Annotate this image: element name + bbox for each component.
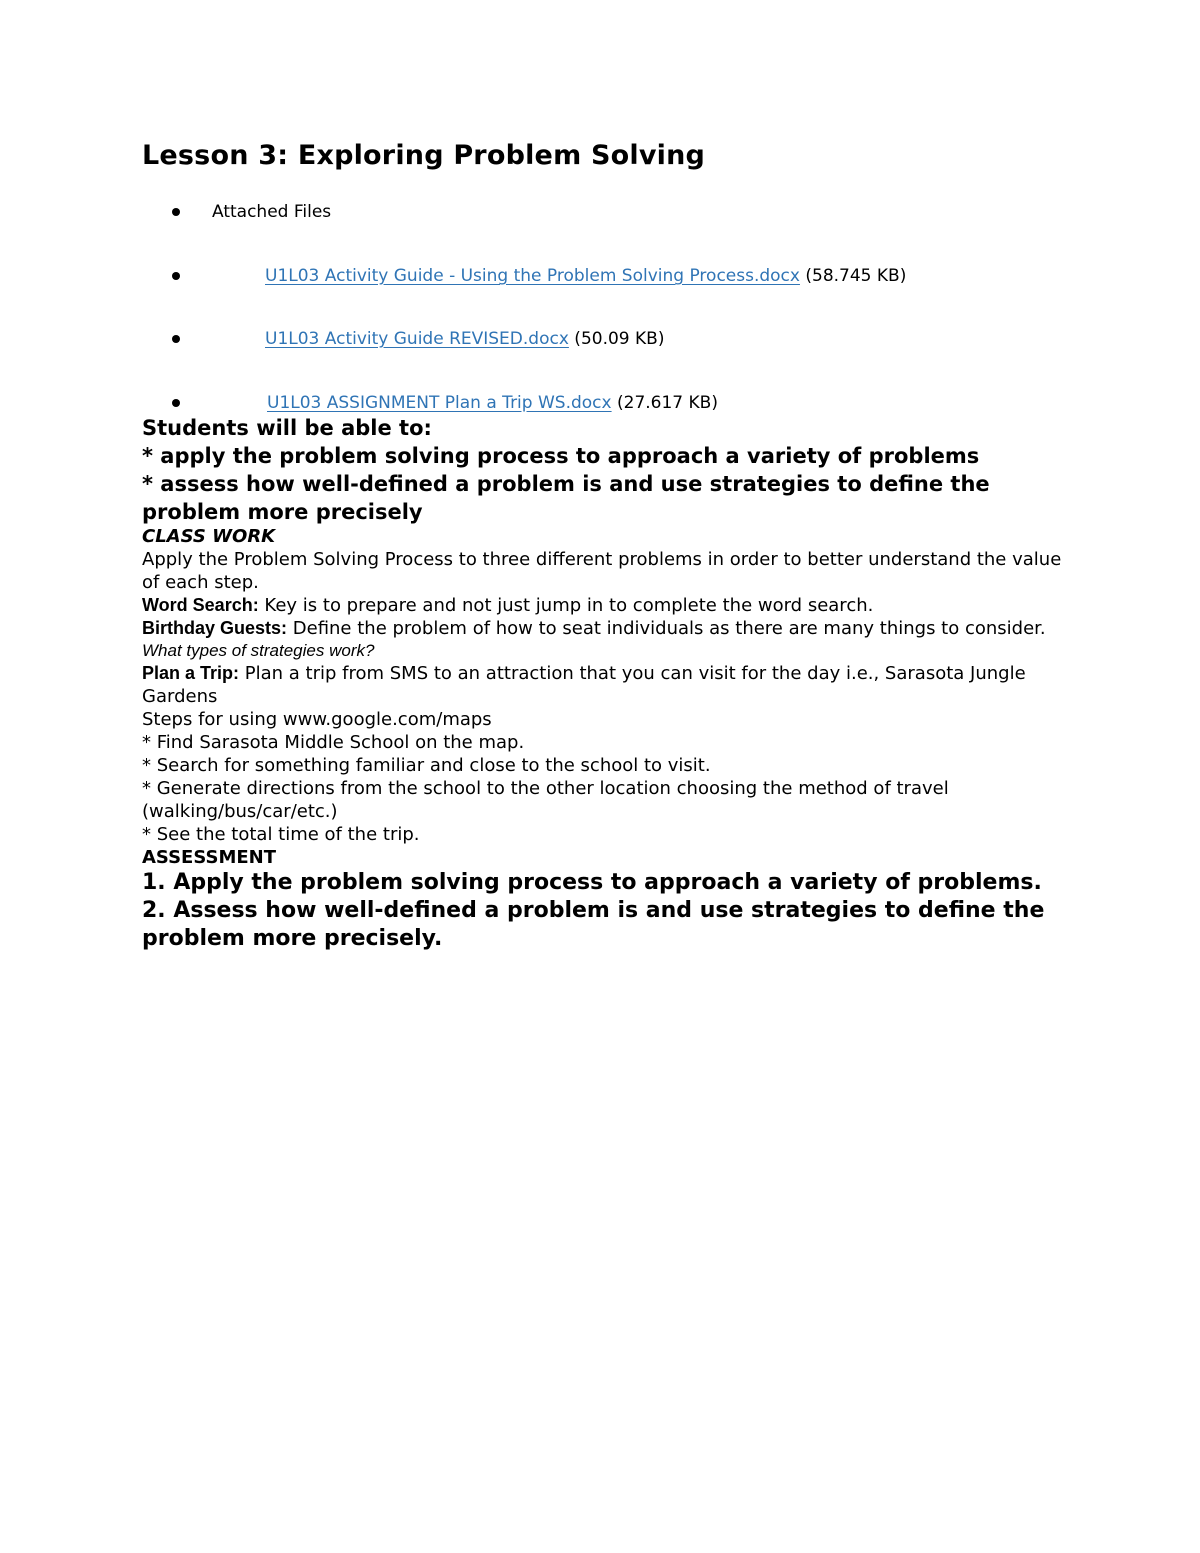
attached-files-label: Attached Files bbox=[212, 202, 332, 222]
lesson-title: Lesson 3: Exploring Problem Solving bbox=[142, 140, 706, 171]
lesson-content bbox=[142, 414, 1062, 953]
step-item: * Find Sarasota Middle School on the map. bbox=[142, 732, 525, 753]
file-link-plan-a-trip[interactable]: U1L03 ASSIGNMENT Plan a Trip WS.docx bbox=[267, 393, 612, 413]
step-item: * Generate directions from the school to the other location choosing the method of travel (walking/bus/car/etc.) bbox=[142, 778, 949, 822]
bullet-icon bbox=[172, 208, 180, 216]
objective-item: * apply the problem solving process to approach a variety of problems bbox=[142, 444, 980, 468]
birthday-item bbox=[142, 617, 1062, 640]
birthday-text: Define the problem of how to seat individuals as there are many things to consider. bbox=[287, 618, 1046, 639]
class-work-heading: CLASS WORK bbox=[142, 526, 276, 547]
step-item: * See the total time of the trip. bbox=[142, 824, 420, 845]
steps-intro: Steps for using www.google.com/maps bbox=[142, 709, 492, 730]
word-search-item bbox=[142, 594, 1062, 617]
file-size: (27.617 KB) bbox=[611, 393, 718, 413]
assessment-item: 1. Apply the problem solving process to approach a variety of problems. bbox=[142, 870, 1042, 895]
file-size: (50.09 KB) bbox=[568, 329, 665, 349]
plan-trip-item bbox=[142, 662, 1062, 708]
objective-item: * assess how well-defined a problem is and use strategies to define the problem more precisely bbox=[142, 472, 990, 524]
strategies-question: What types of strategies work? bbox=[142, 641, 375, 660]
bullet-icon bbox=[172, 335, 180, 343]
bullet-icon bbox=[172, 272, 180, 280]
word-search-label: Word Search: bbox=[142, 595, 259, 615]
plan-trip-text: Plan a trip from SMS to an attraction that you can visit for the day i.e., Sarasota Jungle Gardens bbox=[142, 663, 1026, 707]
file-size: (58.745 KB) bbox=[799, 266, 907, 286]
class-work-intro: Apply the Problem Solving Process to three different problems in order to better understand the value of each step. bbox=[142, 549, 1062, 593]
assessment-item: 2. Assess how well-defined a problem is and use strategies to define the problem more precisely. bbox=[142, 898, 1045, 951]
word-search-text: Key is to prepare and not just jump in to complete the word search. bbox=[258, 595, 874, 616]
plan-trip-label: Plan a Trip: bbox=[142, 663, 240, 683]
objectives-heading: Students will be able to: bbox=[142, 416, 432, 440]
step-item: * Search for something familiar and close to the school to visit. bbox=[142, 755, 711, 776]
bullet-icon bbox=[172, 399, 180, 407]
file-link-activity-guide[interactable]: U1L03 Activity Guide - Using the Problem Solving Process.docx bbox=[265, 266, 800, 286]
assessment-heading: ASSESSMENT bbox=[142, 847, 277, 868]
file-link-activity-guide-revised[interactable]: U1L03 Activity Guide REVISED.docx bbox=[265, 329, 569, 349]
birthday-label: Birthday Guests: bbox=[142, 618, 288, 638]
